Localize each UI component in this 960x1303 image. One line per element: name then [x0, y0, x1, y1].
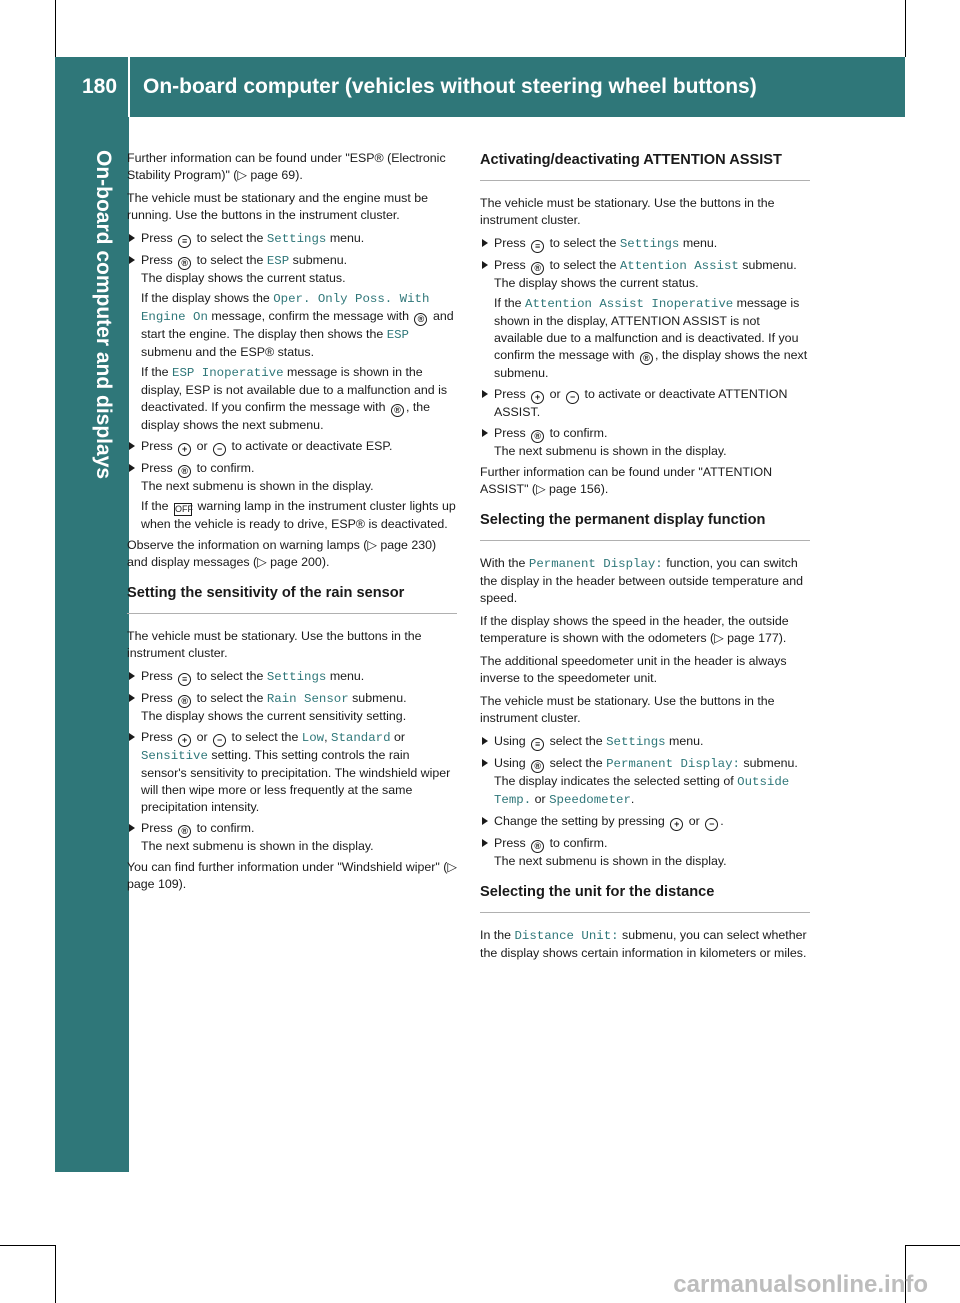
step-item: [127, 438, 457, 456]
step-text: to select the: [196, 669, 264, 683]
paragraph: [480, 555, 810, 607]
step-item: [480, 257, 810, 382]
note-text: If the: [494, 296, 522, 310]
confirm-button-icon: ®: [531, 262, 544, 275]
note-text: warning lamp in the instrument cluster lights up when the vehicle is ready to drive, ESP® is deactivated.: [141, 499, 456, 531]
step-item: [480, 425, 810, 460]
step-note: [141, 290, 457, 361]
note-text: If the: [141, 499, 169, 513]
display-message: Distance Unit:: [514, 929, 619, 943]
step-item: [127, 668, 457, 686]
step-text: Press: [141, 821, 173, 835]
section-heading: Activating/deactivating ATTENTION ASSIST: [480, 150, 810, 181]
display-message: Low: [301, 731, 325, 745]
step-text: Using: [494, 756, 526, 770]
step-note: [141, 498, 457, 533]
confirm-button-icon: ®: [178, 825, 191, 838]
menu-button-icon: ≡: [531, 738, 544, 751]
step-text: Press: [494, 236, 526, 250]
header-separator: [128, 57, 130, 117]
section-heading: Selecting the permanent display function: [480, 510, 810, 541]
step-text: or: [196, 730, 208, 744]
note-text: If the display shows the: [141, 291, 270, 305]
paragraph: The vehicle must be stationary. Use the buttons in the instrument cluster.: [480, 694, 775, 725]
paragraph: The vehicle must be stationary. Use the buttons in the instrument cluster.: [127, 629, 422, 660]
menu-button-icon: ≡: [531, 240, 544, 253]
plus-button-icon: +: [178, 734, 191, 747]
step-text: to confirm.: [549, 836, 608, 850]
note-text: The display then shows the: [233, 327, 384, 341]
note-text: and start the engine.: [141, 309, 454, 341]
side-tab-label-wrap: [88, 150, 118, 750]
display-message: Sensitive: [141, 749, 208, 763]
step-text: to select the: [196, 253, 264, 267]
paragraph: Observe the information on warning lamps (▷ page 230) and display messages (▷ page 200).: [127, 538, 437, 569]
confirm-button-icon: ®: [531, 430, 544, 443]
step-text: Change the setting by pressing: [494, 814, 665, 828]
paragraph: Further information can be found under "ESP® (Electronic Stability Program)" (▷ page 69).: [127, 151, 446, 182]
display-message: Speedometer: [549, 793, 631, 807]
side-tab-label: On-board computer and displays: [92, 150, 115, 480]
paragraph-text: In the: [480, 928, 512, 942]
esp-off-warning-lamp-icon: OFF: [175, 504, 194, 514]
page-number: 180: [82, 75, 118, 98]
step-result: The next submenu is shown in the display.: [494, 444, 727, 458]
step-text: menu.: [669, 734, 704, 748]
step-text: Press: [141, 669, 173, 683]
crop-mark: [0, 1245, 55, 1246]
display-message: Settings: [266, 232, 327, 246]
confirm-button-icon: ®: [531, 840, 544, 853]
step-result: The display shows the current status.: [141, 271, 346, 285]
paragraph: The vehicle must be stationary and the engine must be running. Use the buttons in the instrument cluster.: [127, 191, 428, 222]
display-message: Settings: [266, 670, 327, 684]
confirm-button-icon: ®: [640, 352, 653, 365]
step-text: .: [720, 814, 724, 828]
menu-button-icon: ≡: [178, 673, 191, 686]
confirm-button-icon: ®: [178, 465, 191, 478]
step-text: submenu.: [742, 258, 797, 272]
step-text: submenu.: [352, 691, 407, 705]
paragraph-text: submenu, you can select whether the display shows certain information in kilometers or miles.: [480, 928, 807, 960]
note-text: , the display shows the next submenu.: [141, 400, 431, 432]
minus-button-icon: −: [566, 391, 579, 404]
step-result: [494, 773, 810, 809]
paragraph-text: With the: [480, 556, 526, 570]
step-text: submenu.: [743, 756, 798, 770]
section-heading: Selecting the unit for the distance: [480, 882, 810, 913]
step-note: [494, 295, 810, 382]
step-text: ,: [324, 730, 328, 744]
plus-button-icon: +: [670, 818, 683, 831]
display-message: ESP Inoperative: [172, 366, 284, 380]
crop-mark: [55, 1245, 56, 1303]
step-text: or: [196, 439, 208, 453]
step-text: to select the: [549, 236, 617, 250]
right-column: [480, 150, 810, 968]
step-item: [480, 733, 810, 751]
display-message: Oper. Only Poss. With Engine On: [141, 292, 430, 324]
step-result: The next submenu is shown in the display.: [141, 479, 374, 493]
step-text: Press: [494, 426, 526, 440]
step-item: [480, 813, 810, 831]
step-text: menu.: [329, 231, 365, 245]
step-item: [127, 729, 457, 816]
step-item: [480, 755, 810, 809]
section-heading: Setting the sensitivity of the rain sensor: [127, 583, 457, 614]
step-text: Press: [494, 387, 526, 401]
note-text: message, confirm the message with: [211, 309, 410, 323]
step-text: Press: [494, 258, 526, 272]
step-text: Using: [494, 734, 526, 748]
paragraph: You can find further information under "Windshield wiper" (▷ page 109).: [127, 860, 457, 891]
step-item: [127, 690, 457, 725]
step-text: to confirm.: [196, 461, 255, 475]
step-text: select the: [549, 756, 603, 770]
paragraph: Further information can be found under "ATTENTION ASSIST" (▷ page 156).: [480, 465, 773, 496]
step-text: select the: [549, 734, 603, 748]
note-text: , the display shows the next submenu.: [494, 348, 808, 380]
confirm-button-icon: ®: [391, 404, 404, 417]
step-text: submenu.: [292, 253, 348, 267]
step-result: The display shows the current status.: [494, 276, 699, 290]
minus-button-icon: −: [213, 734, 226, 747]
step-result: The next submenu is shown in the display.: [141, 839, 374, 853]
plus-button-icon: +: [178, 443, 191, 456]
paragraph: The additional speedometer unit in the header is always inverse to the speedometer unit.: [480, 654, 787, 685]
step-text: Press: [141, 231, 173, 245]
minus-button-icon: −: [705, 818, 718, 831]
paragraph: The vehicle must be stationary. Use the buttons in the instrument cluster.: [480, 196, 775, 227]
step-item: [480, 835, 810, 870]
step-item: [127, 230, 457, 248]
result-text: The display indicates the selected setting of: [494, 774, 734, 788]
confirm-button-icon: ®: [531, 760, 544, 773]
display-message: Settings: [619, 237, 680, 251]
display-message: Permanent Display:: [606, 757, 740, 771]
display-message: Permanent Display:: [528, 557, 663, 571]
confirm-button-icon: ®: [178, 257, 191, 270]
step-text: to select the: [196, 231, 264, 245]
crop-mark: [905, 0, 906, 57]
confirm-button-icon: ®: [178, 695, 191, 708]
step-text: to confirm.: [196, 821, 255, 835]
step-note: [141, 364, 457, 434]
menu-button-icon: ≡: [178, 235, 191, 248]
paragraph: [480, 927, 810, 962]
display-message: ESP: [386, 328, 409, 342]
paragraph-text: function, you can switch the display in the header between outside temperature and speed.: [480, 556, 804, 605]
note-text: submenu and the ESP® status.: [141, 345, 315, 359]
display-message: Settings: [606, 735, 666, 749]
result-text: .: [630, 792, 635, 806]
left-column: [127, 150, 457, 899]
step-text: menu.: [682, 236, 718, 250]
step-text: to confirm.: [549, 426, 608, 440]
note-text: If the: [141, 365, 169, 379]
page-title: On-board computer (vehicles without steering wheel buttons): [143, 75, 757, 98]
display-message: ESP: [266, 254, 290, 268]
step-text: or: [688, 814, 700, 828]
step-text: Press: [141, 730, 173, 744]
step-item: [480, 235, 810, 253]
crop-mark: [905, 1245, 960, 1246]
step-result: The display shows the current sensitivity setting.: [141, 709, 407, 723]
step-text: Press: [141, 253, 173, 267]
step-text: Press: [141, 439, 173, 453]
crop-mark: [55, 0, 56, 57]
step-text: to select the: [549, 258, 617, 272]
step-text: or: [549, 387, 561, 401]
step-text: setting. This setting controls the rain sensor's sensitivity to precipitation. The windshield wiper will then wipe more or less frequently at the same precipitation intensity.: [141, 748, 451, 814]
step-text: Press: [141, 691, 173, 705]
display-message: Rain Sensor: [266, 692, 349, 706]
step-item: [127, 252, 457, 434]
watermark: carmanualsonline.info: [673, 1271, 928, 1298]
step-text: menu.: [329, 669, 365, 683]
minus-button-icon: −: [213, 443, 226, 456]
display-message: Outside Temp.: [494, 775, 790, 807]
step-text: Press: [141, 461, 173, 475]
paragraph: If the display shows the speed in the header, the outside temperature is shown with the odometers (▷ page 177).: [480, 614, 789, 645]
step-text: to activate or deactivate ATTENTION ASSIST.: [494, 387, 788, 419]
note-text: message is shown in the display, ESP is not available due to a malfunction and is deactivated. If you confirm the message with: [141, 365, 448, 414]
result-text: or: [534, 792, 546, 806]
display-message: Attention Assist Inoperative: [525, 297, 734, 311]
plus-button-icon: +: [531, 391, 544, 404]
step-result: The next submenu is shown in the display.: [494, 854, 727, 868]
step-item: [127, 460, 457, 533]
step-text: Press: [494, 836, 526, 850]
note-text: message is shown in the display, ATTENTION ASSIST is not available due to a malfunction and is deactivated. If you confirm the message with: [494, 296, 800, 362]
step-item: [127, 820, 457, 855]
step-text: to select the: [231, 730, 299, 744]
display-message: Attention Assist: [619, 259, 739, 273]
step-item: [480, 386, 810, 421]
step-text: or: [393, 730, 405, 744]
display-message: Standard: [331, 731, 391, 745]
step-text: to select the: [196, 691, 264, 705]
confirm-button-icon: ®: [414, 313, 427, 326]
step-text: to activate or deactivate ESP.: [231, 439, 393, 453]
